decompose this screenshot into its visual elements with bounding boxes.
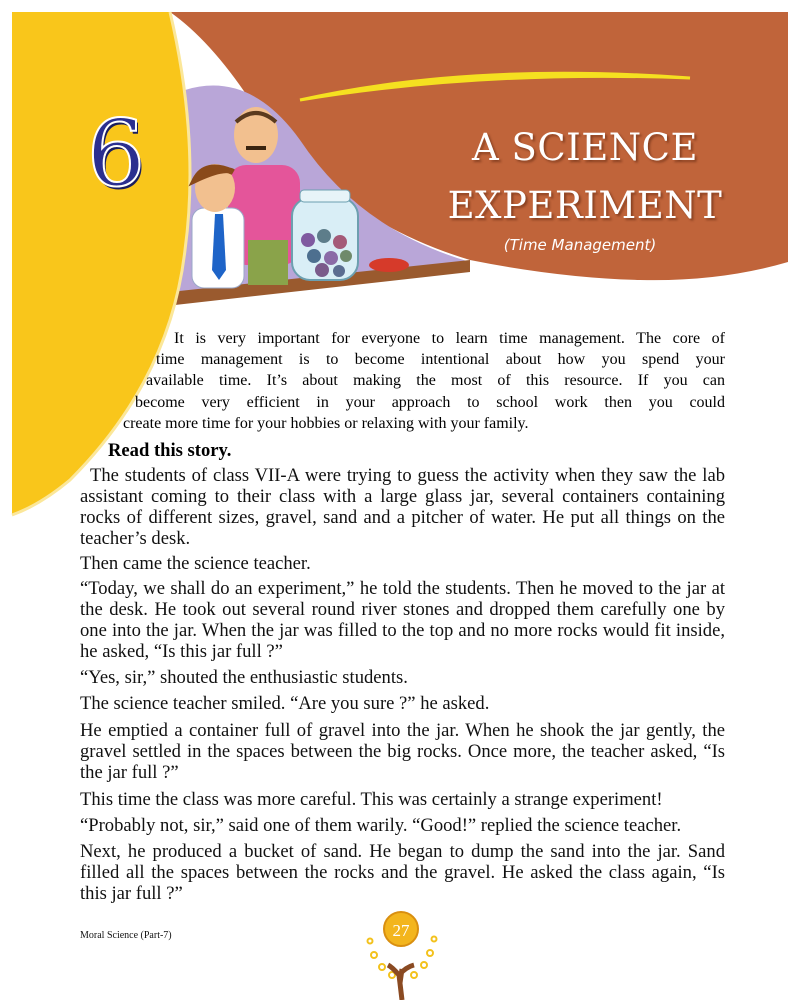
intro-line: create more time for your hobbies or relaxing with your family. <box>123 415 529 432</box>
page-number: 27 <box>383 911 419 947</box>
story-heading: Read this story. <box>108 440 232 461</box>
intro-line: available time. It’s about making the most of this resource. If you can <box>146 372 725 389</box>
intro-line: It is very important for everyone to learn time management. The core of <box>174 330 725 347</box>
intro-line: time management is to become intentional about how you spend your <box>156 351 725 368</box>
story-paragraph: “Today, we shall do an experiment,” he told the students. Then he moved to the jar at the desk. He took out several round river stones and dropped them carefully one by one into the jar. When the jar was filled to the top and no more rocks would fit inside, he asked, “Is this jar full ?” <box>80 578 725 662</box>
glass-jar-illustration <box>292 190 358 280</box>
chapter-number: 6 <box>86 100 146 207</box>
story-paragraph: The science teacher smiled. “Are you sure ?” he asked. <box>80 693 490 714</box>
story-paragraph: He emptied a container full of gravel into the jar. When he shook the jar gently, the gravel settled in the spaces between the big rocks. Once more, the teacher asked, “Is the jar full ?” <box>80 720 725 783</box>
story-paragraph: Then came the science teacher. <box>80 553 311 574</box>
intro-line: become very efficient in your approach to school work then you could <box>135 394 725 411</box>
chapter-title-line1: A SCIENCE <box>472 126 698 169</box>
story-paragraph: The students of class VII-A were trying to guess the activity when they saw the lab assistant coming to their class with a large glass jar, several containers containing rocks of different sizes, gravel, sand and a pitcher of water. He put all things on the teacher’s desk. <box>80 465 725 549</box>
story-paragraph: Next, he produced a bucket of sand. He began to dump the sand into the jar. Sand filled all the spaces between the rocks and the gravel. He asked the class again, “Is this jar full ?” <box>80 841 725 904</box>
chapter-subtitle: (Time Management) <box>503 236 657 254</box>
story-paragraph: “Probably not, sir,” said one of them warily. “Good!” replied the science teacher. <box>80 815 682 836</box>
footer-book-title: Moral Science (Part-7) <box>80 930 172 941</box>
chapter-title-line2: EXPERIMENT <box>447 184 723 227</box>
story-paragraph: This time the class was more careful. This was certainly a strange experiment! <box>80 789 663 810</box>
story-paragraph: “Yes, sir,” shouted the enthusiastic students. <box>80 667 408 688</box>
jar-lid-illustration <box>369 258 409 272</box>
